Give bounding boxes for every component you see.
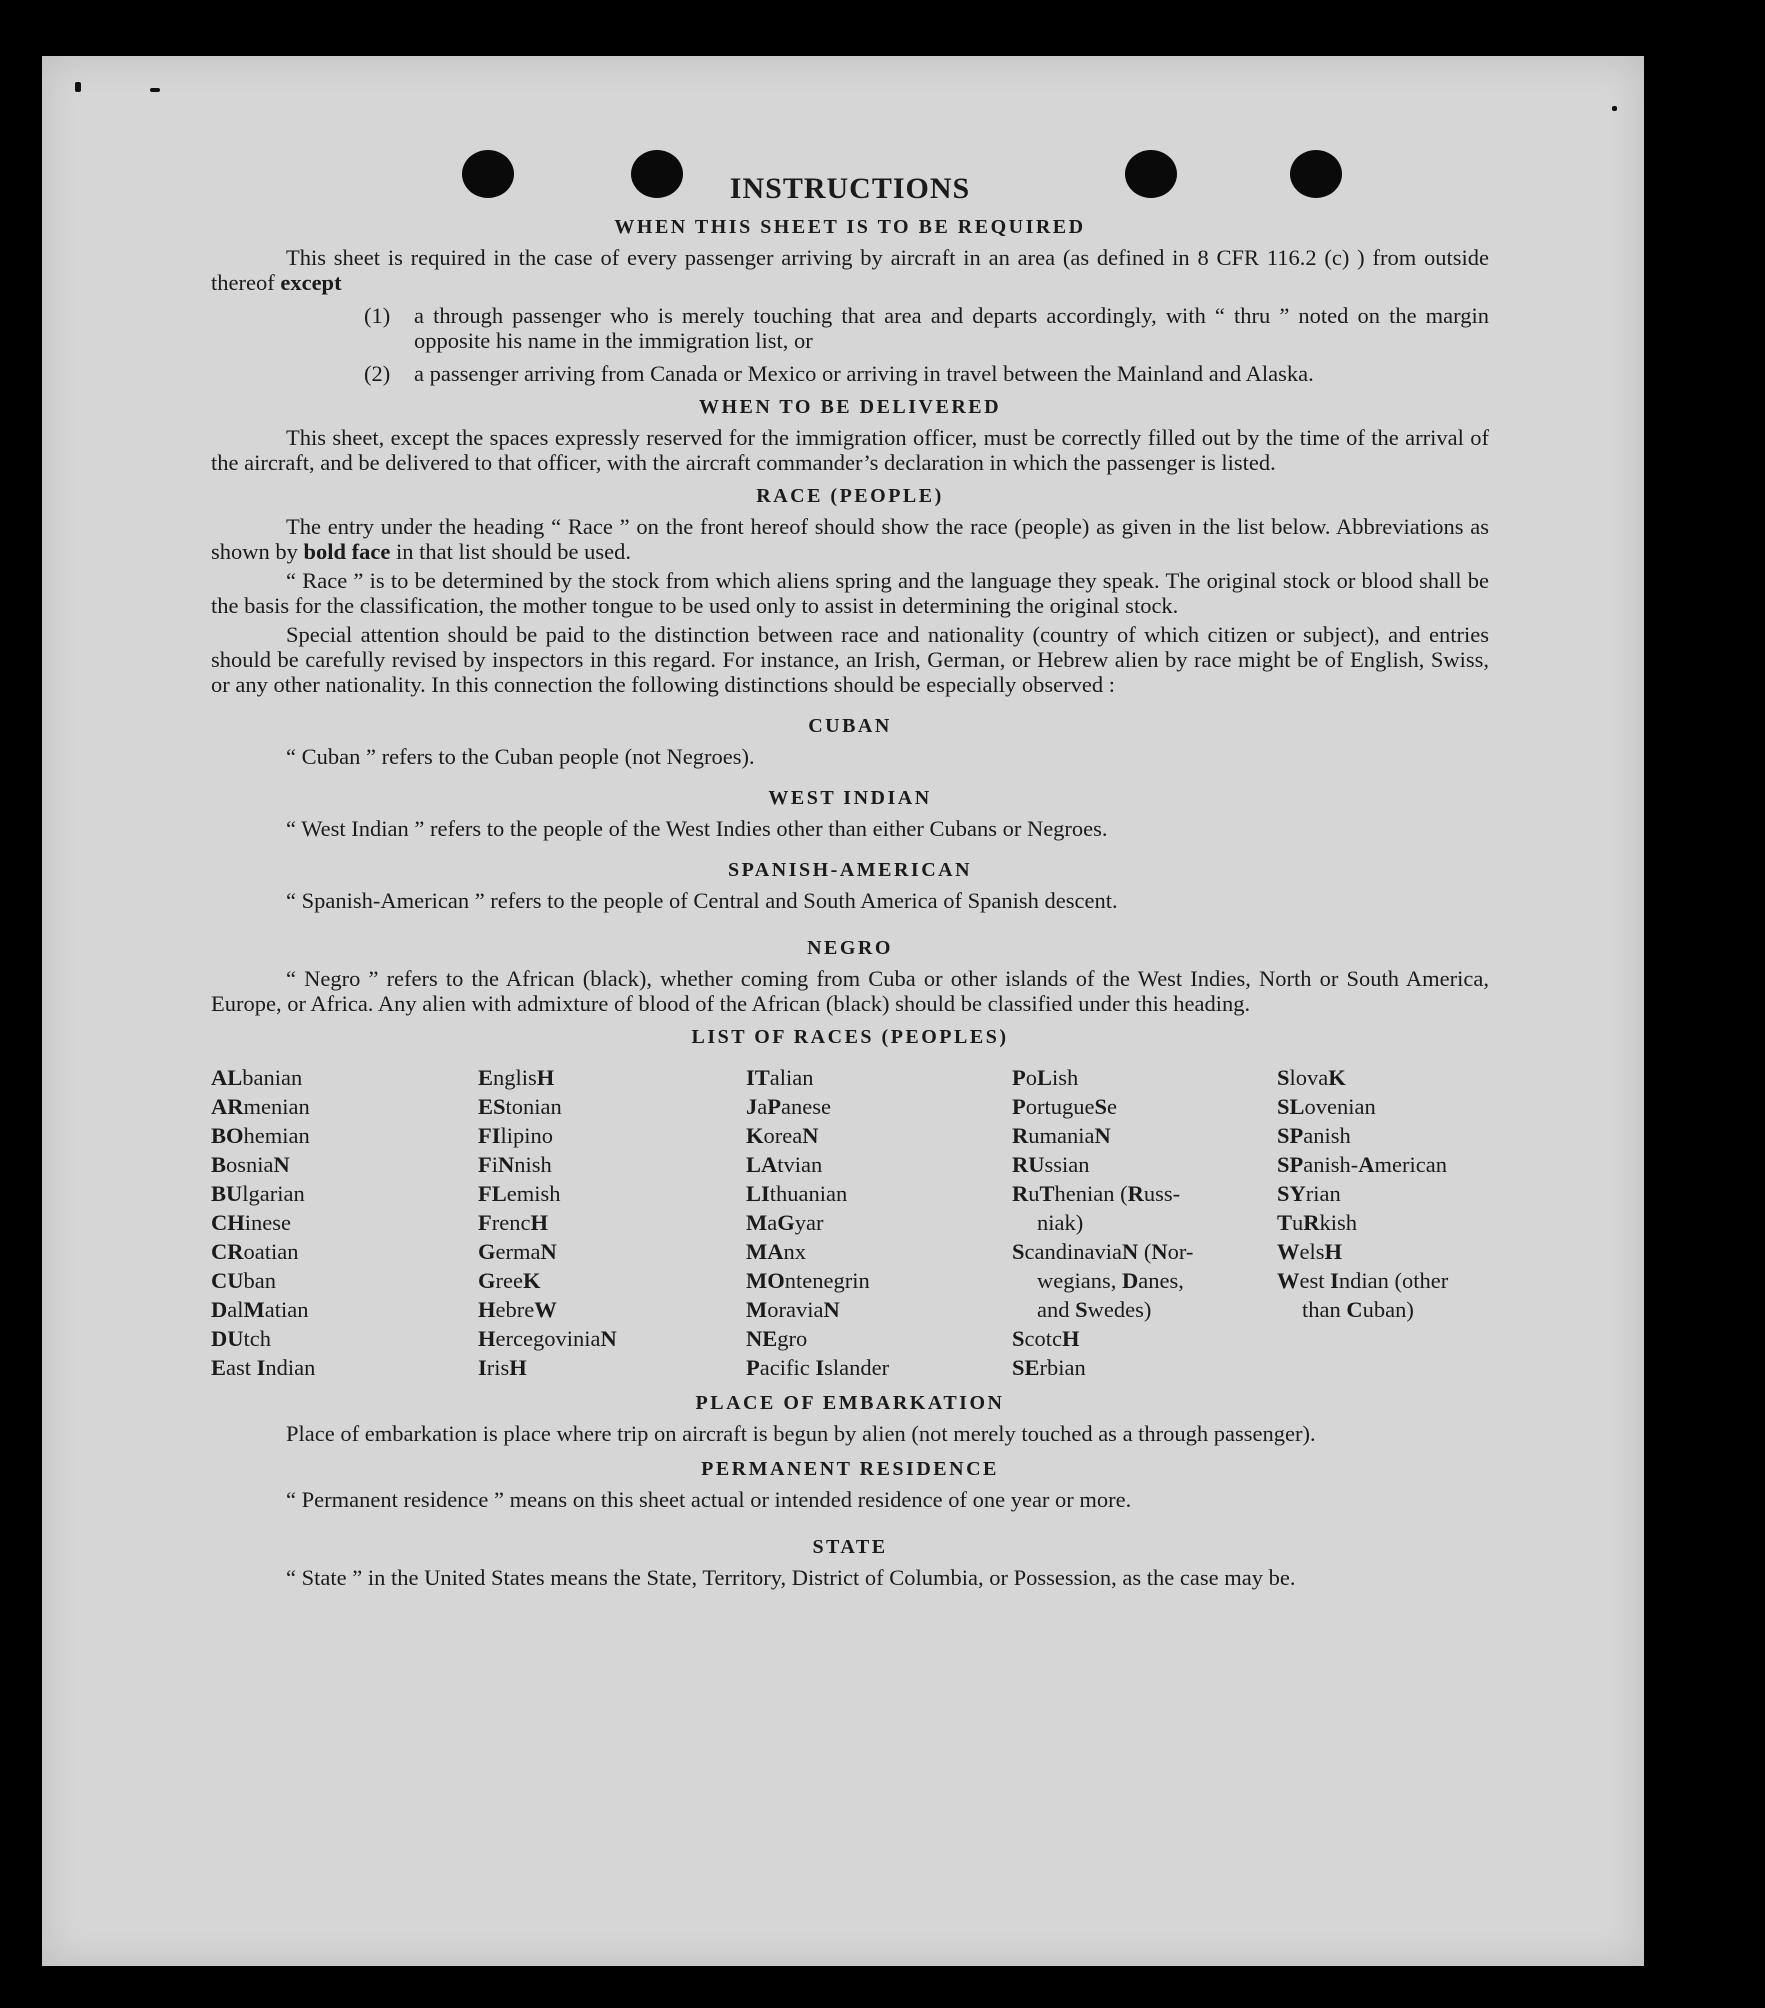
race-entry: West Indian (other — [1277, 1268, 1449, 1293]
race-entry: Pacific Islander — [746, 1355, 890, 1380]
race-entry: WelsH — [1277, 1239, 1343, 1264]
race-entry: niak) — [1037, 1210, 1084, 1235]
race-entry: SlovaK — [1277, 1065, 1346, 1090]
race-entry: FiNnish — [478, 1152, 552, 1177]
race-entry: BOhemian — [211, 1123, 310, 1148]
race-entry: CHinese — [211, 1210, 291, 1235]
race-entry: DUtch — [211, 1326, 271, 1351]
race-entry: TuRkish — [1277, 1210, 1358, 1235]
race-entry: MoraviaN — [746, 1297, 840, 1322]
race-entry: FLemish — [478, 1181, 561, 1206]
race-entry: ALbanian — [211, 1065, 303, 1090]
race-entry: FIlipino — [478, 1123, 554, 1148]
race-entry: HebreW — [478, 1297, 557, 1322]
paragraph: “ West Indian ” refers to the people of the West Indies other than either Cubans or Negroes. — [286, 816, 1108, 841]
race-entry: MAnx — [746, 1239, 806, 1264]
paragraph: Place of embarkation is place where trip on aircraft is begun by alien (not merely touched as a through passenger). — [286, 1421, 1316, 1446]
race-entry: East Indian — [211, 1355, 316, 1380]
section-heading: RACE (PEOPLE) — [756, 485, 944, 507]
race-entry: MOntenegrin — [746, 1268, 870, 1293]
list-item: (1) a through passenger who is merely touching that area and departs accordingly, with “ thru ” noted on the margin opposite his name in the immigration list, or — [364, 303, 1489, 353]
race-entry: PortugueSe — [1012, 1094, 1117, 1119]
section-heading: PLACE OF EMBARKATION — [695, 1392, 1005, 1414]
race-entry: NEgro — [746, 1326, 808, 1351]
paragraph: “ Race ” is to be determined by the stock from which aliens spring and the language they speak. The original stock or blood shall be the basis for the classification, the mother tongue to be used only to assist in determining the original stock. — [211, 568, 1489, 618]
race-entry: SYrian — [1277, 1181, 1341, 1206]
speck — [1612, 106, 1617, 111]
race-entry: and Swedes) — [1037, 1297, 1152, 1322]
race-entry: JaPanese — [746, 1094, 831, 1119]
race-entry: LAtvian — [746, 1152, 823, 1177]
paragraph: “ Negro ” refers to the African (black), whether coming from Cuba or other islands of the West Indies, North or South America, Europe, or Africa. Any alien with admixture of blood of the African (black) should be classified under this heading. — [211, 966, 1489, 1016]
race-entry: ARmenian — [211, 1094, 310, 1119]
section-heading: WHEN THIS SHEET IS TO BE REQUIRED — [614, 216, 1086, 238]
race-entry: than Cuban) — [1302, 1297, 1414, 1322]
section-heading: WHEN TO BE DELIVERED — [698, 396, 1002, 418]
race-entry: ITalian — [746, 1065, 814, 1090]
race-entry: CUban — [211, 1268, 276, 1293]
race-entry: GreeK — [478, 1268, 541, 1293]
speck — [150, 88, 160, 92]
race-entry: RumaniaN — [1012, 1123, 1111, 1148]
paragraph: “ State ” in the United States means the State, Territory, District of Columbia, or Possession, as the case may be. — [286, 1565, 1296, 1590]
paragraph: This sheet is required in the case of every passenger arriving by aircraft in an area (as defined in 8 CFR 116.2 (c) ) from outside thereof except — [211, 245, 1489, 295]
races-column — [1012, 1063, 1277, 1382]
instructions-content — [211, 172, 1489, 1590]
section-heading: PERMANENT RESIDENCE — [701, 1458, 999, 1480]
race-entry: DalMatian — [211, 1297, 309, 1322]
race-entry: SLovenian — [1277, 1094, 1376, 1119]
paragraph: “ Cuban ” refers to the Cuban people (not Negroes). — [286, 744, 755, 769]
paragraph: Special attention should be paid to the distinction between race and nationality (country of which citizen or subject), and entries should be carefully revised by inspectors in this regard. For instance, an Irish, German, or Hebrew alien by race might be of English, Swiss, or any other nationality. In this connection the following distinctions should be especially observed : — [211, 622, 1489, 697]
race-entry: ScotcH — [1012, 1326, 1080, 1351]
section-heading: WEST INDIAN — [768, 787, 932, 809]
list-item: (2) a passenger arriving from Canada or Mexico or arriving in travel between the Mainland and Alaska. — [364, 361, 1314, 386]
race-entry: IrisH — [478, 1355, 527, 1380]
race-entry: ScandinaviaN (Nor- — [1012, 1239, 1194, 1264]
races-list — [211, 1063, 1489, 1382]
race-entry: BUlgarian — [211, 1181, 305, 1206]
race-entry: EnglisH — [478, 1065, 555, 1090]
races-column — [1277, 1063, 1489, 1382]
speck — [75, 82, 81, 92]
section-heading: LIST OF RACES (PEOPLES) — [691, 1026, 1009, 1048]
section-heading: NEGRO — [807, 937, 893, 959]
race-entry: GermaN — [478, 1239, 557, 1264]
race-entry: RuThenian (Russ- — [1012, 1181, 1181, 1206]
paragraph: “ Spanish-American ” refers to the people of Central and South America of Spanish descent. — [286, 888, 1118, 913]
section-heading: CUBAN — [808, 715, 892, 737]
race-entry: FrencH — [478, 1210, 548, 1235]
races-column — [478, 1063, 746, 1382]
race-entry: SPanish — [1277, 1123, 1351, 1148]
race-entry: MaGyar — [746, 1210, 824, 1235]
race-entry: RUssian — [1012, 1152, 1090, 1177]
races-column — [746, 1063, 1012, 1382]
race-entry: CRoatian — [211, 1239, 299, 1264]
section-heading: STATE — [812, 1536, 888, 1558]
race-entry: SPanish-American — [1277, 1152, 1447, 1177]
paragraph: This sheet, except the spaces expressly reserved for the immigration officer, must be correctly filled out by the time of the arrival of the aircraft, and be delivered to that officer, with the aircraft commander’s declaration in which the passenger is listed. — [211, 425, 1489, 475]
race-entry: SErbian — [1012, 1355, 1086, 1380]
race-entry: wegians, Danes, — [1037, 1268, 1184, 1293]
race-entry: LIthuanian — [746, 1181, 848, 1206]
race-entry: PoLish — [1012, 1065, 1079, 1090]
race-entry: BosniaN — [211, 1152, 290, 1177]
section-heading: SPANISH-AMERICAN — [727, 859, 973, 881]
race-entry: EStonian — [478, 1094, 562, 1119]
paragraph: The entry under the heading “ Race ” on the front hereof should show the race (people) as given in the list below. Abbreviations as shown by bold face in that list should be used. — [211, 514, 1489, 564]
races-column — [211, 1063, 478, 1382]
race-entry: KoreaN — [746, 1123, 819, 1148]
paragraph: “ Permanent residence ” means on this sheet actual or intended residence of one year or more. — [286, 1487, 1132, 1512]
page-title: INSTRUCTIONS — [729, 172, 971, 205]
race-entry: HercegoviniaN — [478, 1326, 617, 1351]
